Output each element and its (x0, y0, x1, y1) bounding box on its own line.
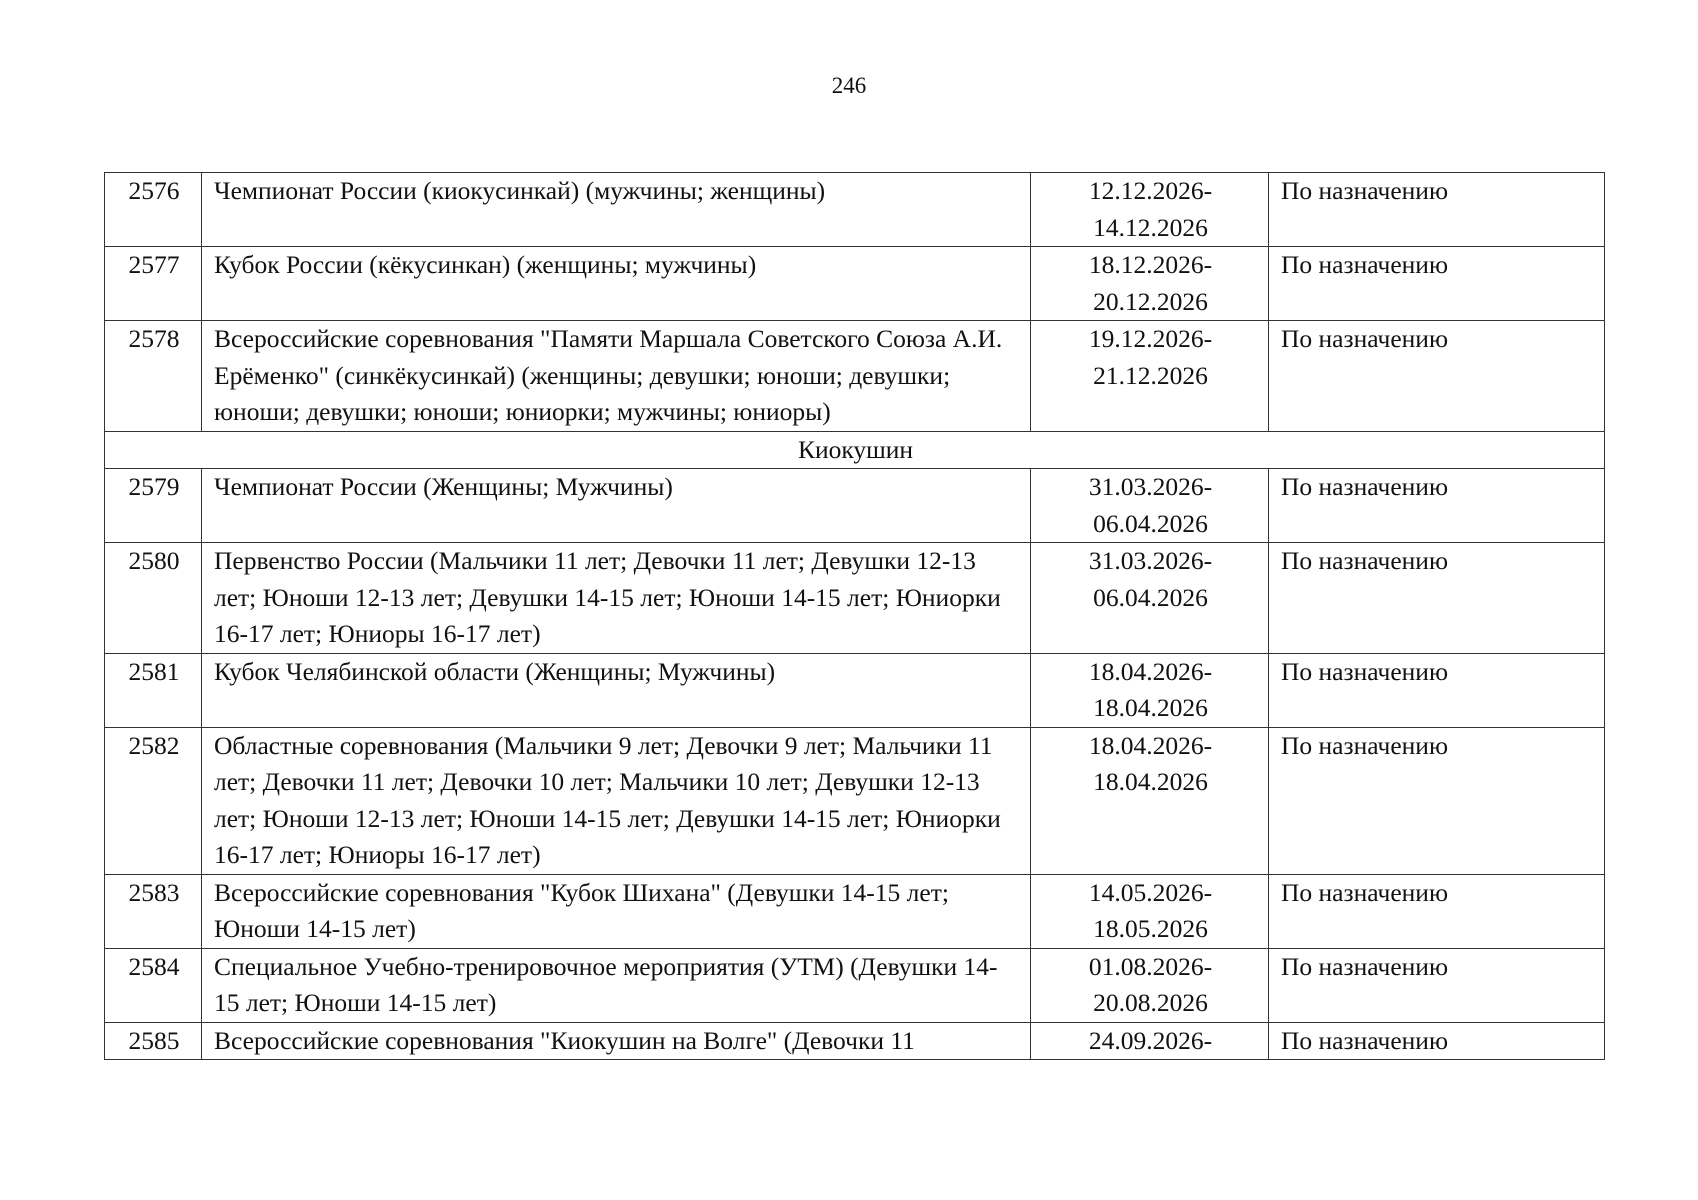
event-name: Первенство России (Мальчики 11 лет; Девочки 11 лет; Девушки 12-13 лет; Юноши 12-13 лет; Девушки 14-15 лет; Юноши 14-15 лет; Юниорки 16-17 лет; Юниоры 16-17 лет) (202, 543, 1031, 654)
event-dates (1031, 727, 1269, 874)
event-location: По назначению (1269, 948, 1605, 1022)
event-location: По назначению (1269, 727, 1605, 874)
date-start: 01.08.2026- (1088, 951, 1213, 981)
date-end: 06.04.2026 (1093, 508, 1208, 538)
event-location: По назначению (1269, 874, 1605, 948)
row-number: 2576 (105, 173, 202, 247)
event-dates (1031, 1022, 1269, 1060)
date-start: 24.09.2026- (1088, 1025, 1213, 1055)
section-title: Киокушин (105, 431, 1605, 469)
event-location: По назначению (1269, 653, 1605, 727)
table-row (105, 321, 1605, 432)
events-table-body (105, 173, 1605, 1060)
table-row (105, 874, 1605, 948)
event-dates (1031, 543, 1269, 654)
row-number: 2578 (105, 321, 202, 432)
date-start: 18.04.2026- (1088, 656, 1213, 686)
date-end: 14.12.2026 (1093, 212, 1208, 242)
date-end: 20.08.2026 (1093, 988, 1208, 1017)
table-row (105, 1022, 1605, 1060)
event-location: По назначению (1269, 1022, 1605, 1060)
event-name: Чемпионат России (киокусинкай) (мужчины; женщины) (202, 173, 1031, 247)
event-dates (1031, 173, 1269, 247)
date-end: 18.04.2026 (1093, 693, 1208, 722)
event-dates (1031, 321, 1269, 432)
table-row (105, 247, 1605, 321)
row-number: 2584 (105, 948, 202, 1022)
date-end: 20.12.2026 (1093, 286, 1208, 316)
date-start: 12.12.2026- (1088, 176, 1213, 205)
event-name: Всероссийские соревнования "Кубок Шихана" (Девушки 14-15 лет; Юноши 14-15 лет) (202, 874, 1031, 948)
date-start: 18.04.2026- (1088, 730, 1213, 760)
date-start: 14.05.2026- (1088, 877, 1213, 907)
row-number: 2583 (105, 874, 202, 948)
row-number: 2580 (105, 543, 202, 654)
event-name: Специальное Учебно-тренировочное мероприятия (УТМ) (Девушки 14-15 лет; Юноши 14-15 лет) (202, 948, 1031, 1022)
event-dates (1031, 874, 1269, 948)
event-name: Кубок Челябинской области (Женщины; Мужчины) (202, 653, 1031, 727)
event-location: По назначению (1269, 469, 1605, 543)
table-row (105, 653, 1605, 727)
row-number: 2577 (105, 247, 202, 321)
table-row (105, 173, 1605, 247)
event-dates (1031, 247, 1269, 321)
event-name: Всероссийские соревнования "Киокушин на Волге" (Девочки 11 (202, 1022, 1031, 1060)
date-end: 21.12.2026 (1093, 360, 1208, 390)
row-number: 2579 (105, 469, 202, 543)
date-end: 18.04.2026 (1093, 767, 1208, 796)
date-start: 19.12.2026- (1088, 324, 1213, 353)
date-end: 06.04.2026 (1093, 582, 1208, 612)
event-dates (1031, 469, 1269, 543)
event-name: Кубок России (кёкусинкан) (женщины; мужчины) (202, 247, 1031, 321)
date-start: 18.12.2026- (1088, 250, 1213, 279)
event-dates (1031, 948, 1269, 1022)
event-location: По назначению (1269, 173, 1605, 247)
row-number: 2582 (105, 727, 202, 874)
event-location: По назначению (1269, 321, 1605, 432)
row-number: 2585 (105, 1022, 202, 1060)
table-row (105, 727, 1605, 874)
page-number: 246 (831, 73, 867, 98)
event-location: По назначению (1269, 247, 1605, 321)
event-dates (1031, 653, 1269, 727)
events-table (104, 172, 1605, 1060)
date-start: 31.03.2026- (1088, 472, 1213, 501)
event-location: По назначению (1269, 543, 1605, 654)
table-row (105, 948, 1605, 1022)
table-row (105, 543, 1605, 654)
date-start: 31.03.2026- (1088, 546, 1213, 575)
event-name: Чемпионат России (Женщины; Мужчины) (202, 469, 1031, 543)
table-row (105, 469, 1605, 543)
row-number: 2581 (105, 653, 202, 727)
event-name: Всероссийские соревнования "Памяти Маршала Советского Союза А.И. Ерёменко" (синкёкусинкай) (женщины; девушки; юноши; девушки; юноши; девушки; юноши; юниорки; мужчины; юниоры) (202, 321, 1031, 432)
event-name: Областные соревнования (Мальчики 9 лет; Девочки 9 лет; Мальчики 11 лет; Девочки 11 лет; Девочки 10 лет; Мальчики 10 лет; Девушки 12-13 лет; Юноши 12-13 лет; Юноши 14-15 лет; Девушки 14-15 лет; Юниорки 16-17 лет; Юниоры 16-17 лет) (202, 727, 1031, 874)
section-header-row (105, 431, 1605, 469)
date-end: 18.05.2026 (1093, 914, 1208, 943)
